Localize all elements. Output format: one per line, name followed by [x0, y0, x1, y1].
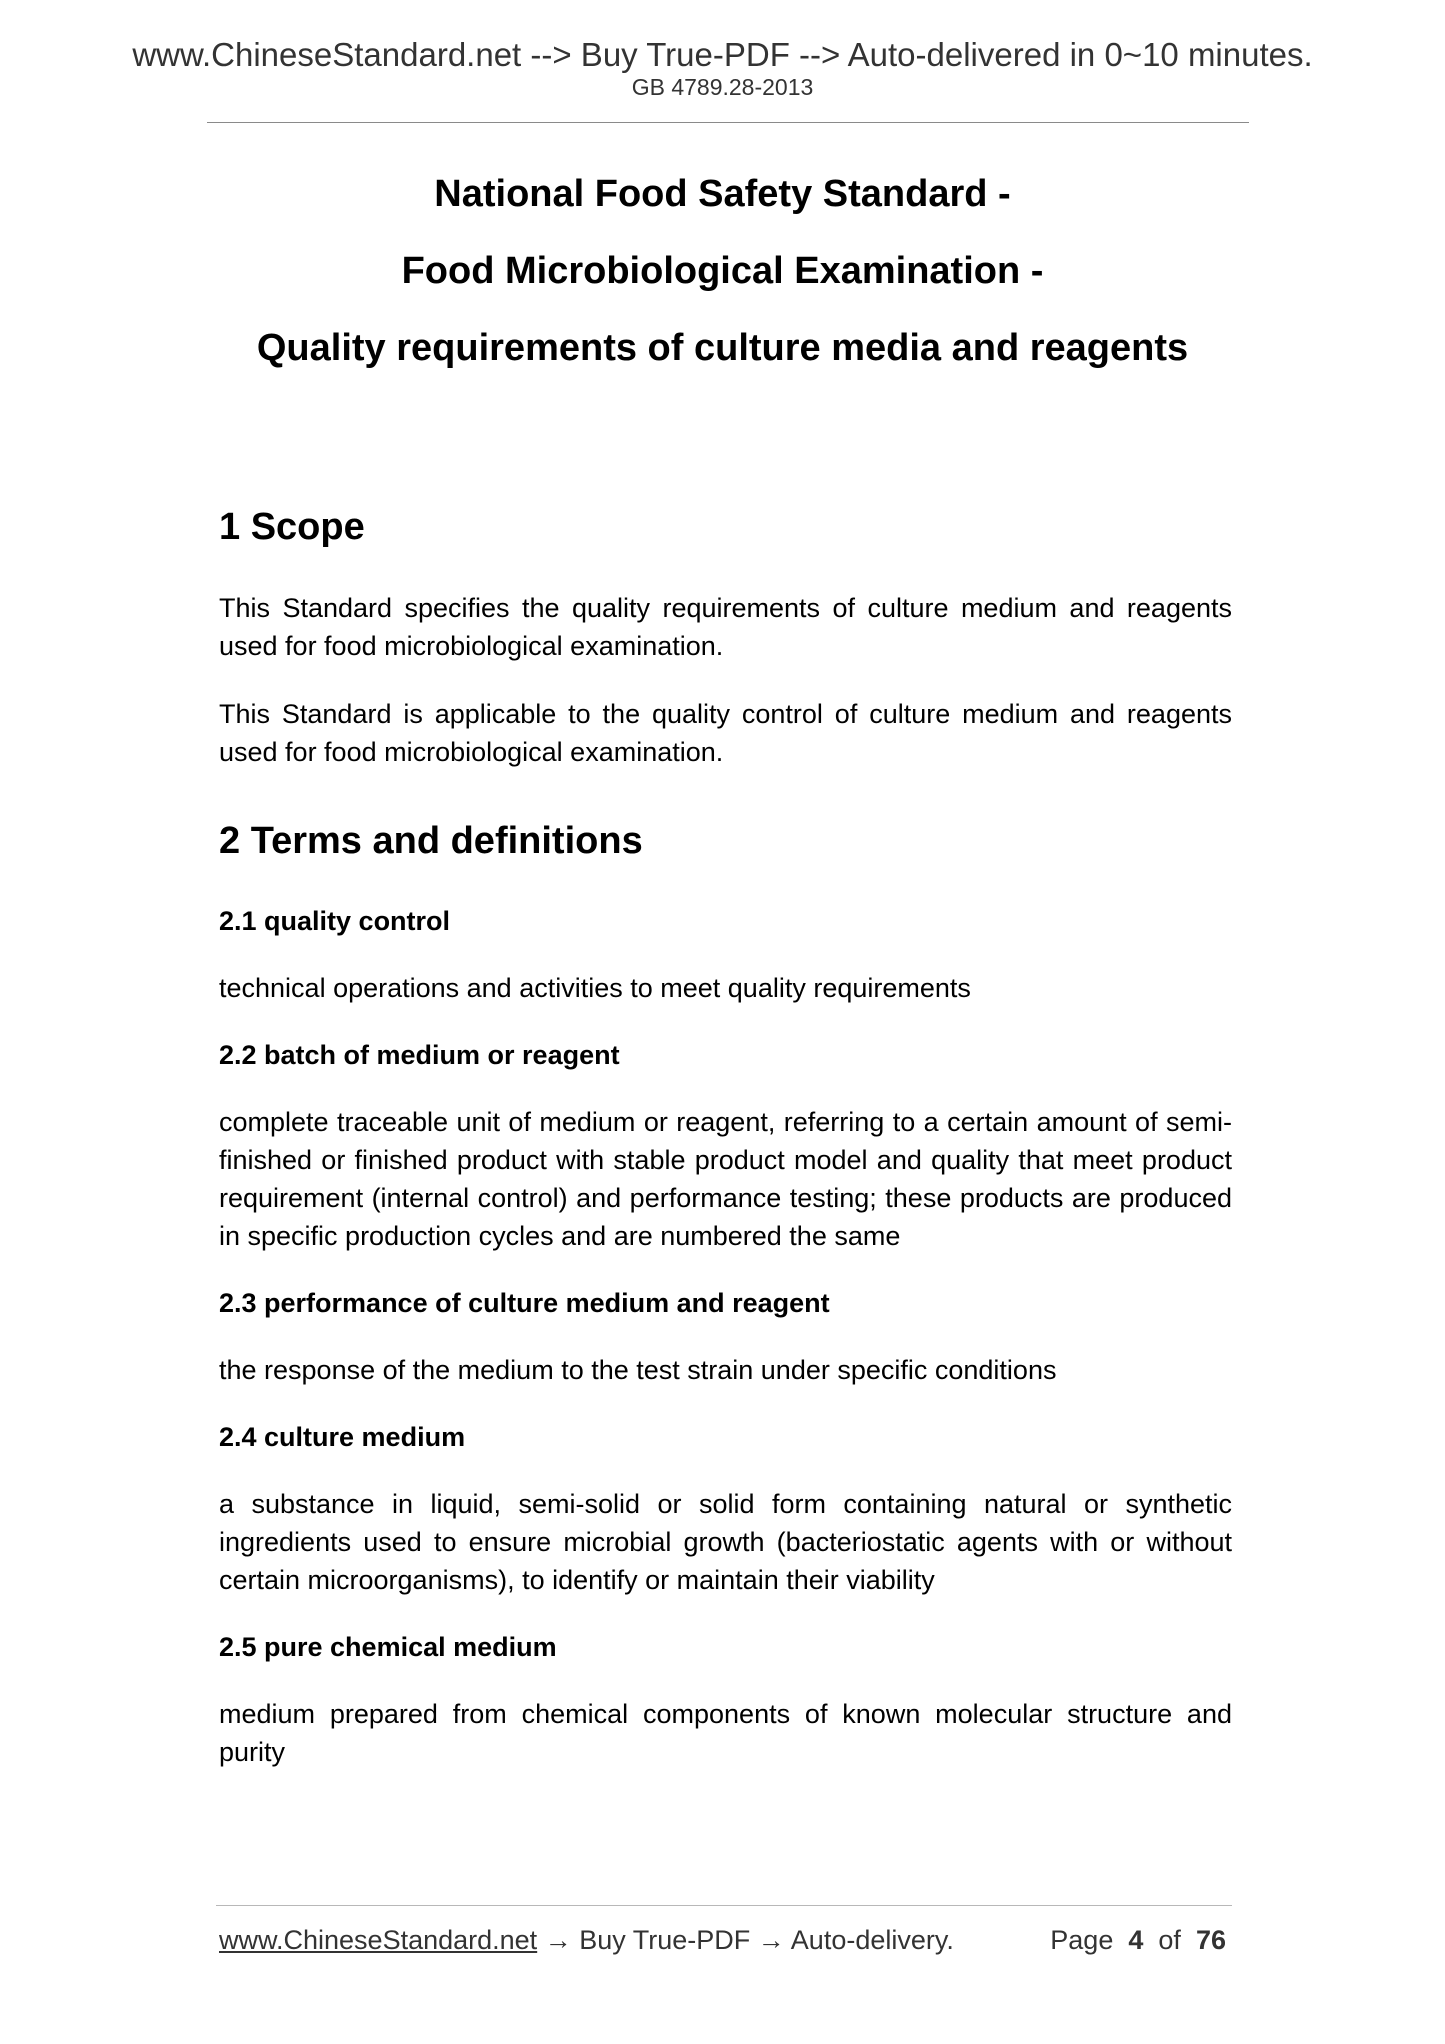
standard-code: GB 4789.28-2013 — [631, 74, 814, 100]
footer-links — [219, 1925, 954, 1956]
document-body — [219, 505, 1232, 1771]
section-1-heading: 1 Scope — [219, 506, 365, 548]
footer-buy-text: Buy True-PDF — [579, 1925, 751, 1955]
title-line-2: Food Microbiological Examination - — [401, 250, 1044, 292]
page-label: Page — [1050, 1925, 1114, 1955]
of-label: of — [1158, 1925, 1181, 1955]
term-2-3-definition: the response of the medium to the test strain under specific conditions — [219, 1355, 1057, 1386]
section-2-heading: 2 Terms and definitions — [219, 819, 643, 862]
page-number: 4 — [1128, 1925, 1144, 1955]
scope-paragraph-2: This Standard is applicable to the quality control of culture medium and reagents used for food microbiological examination. — [219, 698, 1232, 767]
term-2-4-definition: a substance in liquid, semi-solid or solid form containing natural or synthetic ingredients used to ensure microbial growth (bacteriostatic agents with or without certain microorganisms), to identify or maintain their viability — [219, 1489, 1232, 1596]
footer-site-link[interactable]: www.ChineseStandard.net — [219, 1925, 538, 1955]
footer-delivery-text: Auto-delivery. — [790, 1925, 954, 1955]
total-pages: 76 — [1195, 1925, 1226, 1955]
arrow-right-icon: → — [757, 1925, 785, 1955]
title-line-1: National Food Safety Standard - — [434, 173, 1011, 215]
term-2-5-definition: medium prepared from chemical components of known molecular structure and purity — [219, 1699, 1232, 1768]
term-2-2-definition: complete traceable unit of medium or reagent, referring to a certain amount of semi-finished or finished product with stable product model and quality that meet product requirement (internal control) and performance testing; these products are produced in specific production cycles and are numbered the same — [219, 1107, 1232, 1252]
document-title — [0, 170, 1445, 401]
scope-paragraph-1: This Standard specifies the quality requirements of culture medium and reagents used for food microbiological examination. — [219, 592, 1232, 661]
title-line-3: Quality requirements of culture media and reagents — [256, 327, 1189, 369]
term-2-3-title: 2.3 performance of culture medium and reagent — [219, 1288, 830, 1319]
arrow-right-icon: → — [544, 1925, 572, 1955]
term-2-2-title: 2.2 batch of medium or reagent — [219, 1040, 620, 1071]
term-2-5-title: 2.5 pure chemical medium — [219, 1632, 557, 1663]
term-2-1-title: 2.1 quality control — [219, 906, 451, 937]
term-2-1-definition: technical operations and activities to meet quality requirements — [219, 973, 971, 1004]
page-indicator — [1050, 1925, 1226, 1956]
footer-divider — [216, 1905, 1232, 1906]
header-divider — [207, 122, 1249, 123]
term-2-4-title: 2.4 culture medium — [219, 1422, 466, 1453]
top-banner: www.ChineseStandard.net --> Buy True-PDF --> Auto-delivered in 0~10 minutes. — [132, 36, 1313, 73]
